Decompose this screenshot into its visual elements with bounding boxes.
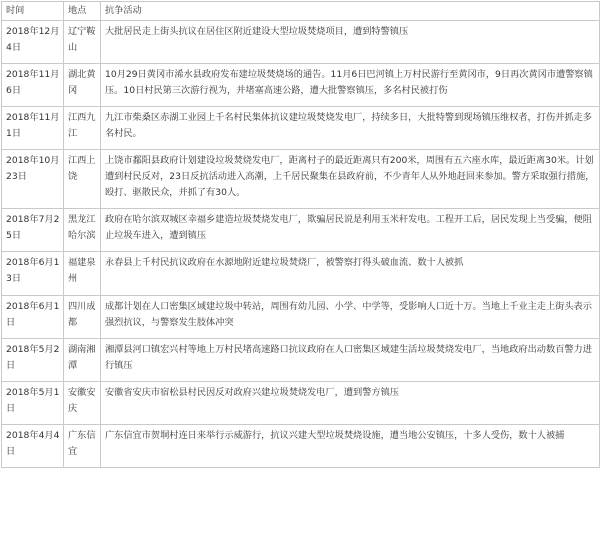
cell-time: 2018年7月25日 <box>2 209 64 252</box>
cell-place: 福建泉州 <box>64 252 101 296</box>
cell-event: 永春县上千村民抗议政府在水源地附近建垃圾焚烧厂，被警察打得头破血流、数十人被抓 <box>101 252 600 296</box>
cell-time: 2018年5月2日 <box>2 339 64 382</box>
table-row <box>2 64 600 107</box>
table-row <box>2 425 600 468</box>
cell-time: 2018年6月13日 <box>2 252 64 296</box>
cell-time: 2018年10月23日 <box>2 150 64 209</box>
table-row <box>2 21 600 64</box>
cell-time: 2018年12月4日 <box>2 21 64 64</box>
table-header-row <box>2 2 600 21</box>
cell-place: 安徽安庆 <box>64 382 101 425</box>
cell-event: 湘潭县河口镇宏兴村等地上万村民堵高速路口抗议政府在人口密集区域建生活垃圾焚烧发电厂，当地政府出动数百警力进行镇压 <box>101 339 600 382</box>
cell-event: 成都计划在人口密集区域建垃圾中转站，周围有幼儿园、小学、中学等，受影响人口近十万。当地上千业主走上街头表示强烈抗议，与警察发生肢体冲突 <box>101 296 600 339</box>
cell-event: 政府在哈尔滨双城区幸福乡建造垃圾焚烧发电厂，欺骗居民说是利用玉米秆发电。工程开工后，居民发现上当受骗，便阻止垃圾车进入，遭到镇压 <box>101 209 600 252</box>
cell-time: 2018年6月1日 <box>2 296 64 339</box>
cell-event: 大批居民走上街头抗议在居住区附近建设大型垃圾焚烧项目，遭到特警镇压 <box>101 21 600 64</box>
cell-place: 江西九江 <box>64 107 101 150</box>
table-row <box>2 296 600 339</box>
table-row <box>2 382 600 425</box>
cell-event: 安徽省安庆市宿松县村民因反对政府兴建垃圾焚烧发电厂，遭到警方镇压 <box>101 382 600 425</box>
table-row <box>2 209 600 252</box>
header-place: 地点 <box>64 2 101 21</box>
table-row <box>2 107 600 150</box>
table-row <box>2 252 600 296</box>
cell-time: 2018年4月4日 <box>2 425 64 468</box>
cell-event: 上饶市鄱阳县政府计划建设垃圾焚烧发电厂，距离村子的最近距离只有200米，周围有五六座水库，最近距离30米。计划遭到村民反对，23日反抗活动进入高潮，上千居民聚集在县政府前，不少青年人从外地赶回来参加。警方采取强行措施，殴打、驱散民众，并抓了有30人。 <box>101 150 600 209</box>
header-event: 抗争活动 <box>101 2 600 21</box>
table-row <box>2 339 600 382</box>
cell-place: 黑龙江哈尔滨 <box>64 209 101 252</box>
cell-time: 2018年5月1日 <box>2 382 64 425</box>
cell-place: 江西上饶 <box>64 150 101 209</box>
cell-time: 2018年11月6日 <box>2 64 64 107</box>
header-time: 时间 <box>2 2 64 21</box>
cell-event: 10月29日黄冈市浠水县政府发布建垃圾焚烧场的通告。11月6日巴河镇上万村民游行至黄冈市，9日再次黄冈市遭警察镇压。10日村民第三次游行视为，并堵塞高速公路，遭大批警察镇压，多名村民被打伤 <box>101 64 600 107</box>
cell-place: 辽宁鞍山 <box>64 21 101 64</box>
protest-table <box>1 1 600 468</box>
cell-event: 广东信宜市贺垌村连日来举行示威游行，抗议兴建大型垃圾焚烧设施，遭当地公安镇压，十多人受伤，数十人被捕 <box>101 425 600 468</box>
cell-place: 四川成都 <box>64 296 101 339</box>
cell-place: 湖北黄冈 <box>64 64 101 107</box>
cell-event: 九江市柴桑区赤湖工业园上千名村民集体抗议建垃圾焚烧发电厂，持续多日，大批特警到现场镇压维权者，打伤并抓走多名村民。 <box>101 107 600 150</box>
cell-place: 广东信宜 <box>64 425 101 468</box>
cell-place: 湖南湘潭 <box>64 339 101 382</box>
table-row <box>2 150 600 209</box>
cell-time: 2018年11月1日 <box>2 107 64 150</box>
